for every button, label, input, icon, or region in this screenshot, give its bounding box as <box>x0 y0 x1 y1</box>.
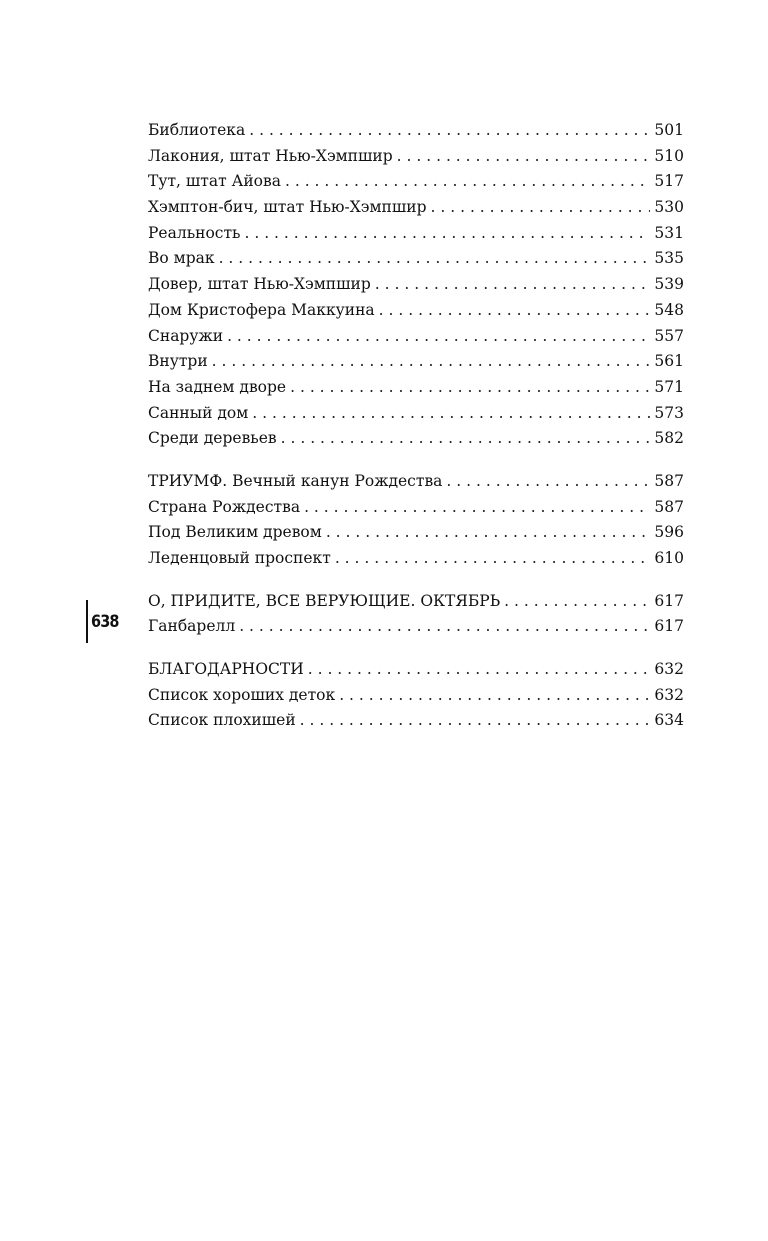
toc-entry-page-number: 571 <box>654 377 684 396</box>
dot-leader <box>239 614 650 640</box>
dot-leader <box>227 324 650 350</box>
toc-entry[interactable] <box>148 324 684 350</box>
dot-leader <box>308 657 651 683</box>
dot-leader <box>339 683 650 709</box>
dot-leader <box>446 469 650 495</box>
toc-entry[interactable] <box>148 683 684 709</box>
toc-entry-title: БЛАГОДАРНОСТИ <box>148 660 304 679</box>
dot-leader <box>379 298 651 324</box>
toc-entry[interactable] <box>148 520 684 546</box>
toc-entry[interactable] <box>148 375 684 401</box>
toc-entry[interactable] <box>148 169 684 195</box>
table-of-contents <box>148 118 684 734</box>
toc-section <box>148 589 684 640</box>
toc-entry[interactable] <box>148 246 684 272</box>
toc-entry-page-number: 561 <box>654 352 684 371</box>
toc-entry-title: Леденцовый проспект <box>148 549 331 567</box>
toc-entry-page-number: 557 <box>654 326 684 345</box>
toc-entry-title: Санный дом <box>148 403 249 422</box>
toc-entry-title: Список плохишей <box>148 711 296 730</box>
dot-leader <box>431 195 651 221</box>
dot-leader <box>290 375 650 401</box>
toc-entry-title: Внутри <box>148 352 208 371</box>
toc-entry[interactable] <box>148 589 684 615</box>
dot-leader <box>219 246 651 272</box>
toc-entry-title: Библиотека <box>148 121 246 139</box>
toc-entry-page-number: 632 <box>654 685 684 704</box>
toc-entry-page-number: 501 <box>654 121 684 139</box>
toc-entry-title: Во мрак <box>148 249 215 268</box>
toc-entry-page-number: 535 <box>654 249 684 268</box>
toc-entry-title: Среди деревьев <box>148 429 277 448</box>
toc-entry-title: Довер, штат Нью-Хэмпшир <box>148 275 371 294</box>
toc-entry-title: Под Великим древом <box>148 523 322 542</box>
dot-leader <box>300 708 651 734</box>
toc-entry-page-number: 587 <box>654 497 684 516</box>
dot-leader <box>252 401 650 427</box>
dot-leader <box>375 272 651 298</box>
toc-entry-page-number: 510 <box>654 146 684 165</box>
toc-entry-page-number: 531 <box>654 223 684 242</box>
toc-entry[interactable] <box>148 272 684 298</box>
toc-entry-title: Ганбарелл <box>148 617 236 636</box>
dot-leader <box>335 546 651 572</box>
dot-leader <box>249 118 650 144</box>
toc-entry-title: Дом Кристофера Маккуина <box>148 300 375 319</box>
toc-entry[interactable] <box>148 546 684 572</box>
toc-entry[interactable] <box>148 118 684 144</box>
toc-entry[interactable] <box>148 349 684 375</box>
toc-entry-page-number: 610 <box>654 549 684 567</box>
toc-entry-title: Реальность <box>148 223 241 242</box>
toc-entry-title: ТРИУМФ. Вечный канун Рождества <box>148 471 443 490</box>
dot-leader <box>397 144 651 170</box>
dot-leader <box>281 426 651 452</box>
toc-entry-page-number: 539 <box>654 275 684 294</box>
toc-entry-title: О, ПРИДИТЕ, ВСЕ ВЕРУЮЩИЕ. ОКТЯБРЬ <box>148 591 501 610</box>
toc-entry[interactable] <box>148 221 684 247</box>
toc-entry[interactable] <box>148 195 684 221</box>
toc-entry-page-number: 617 <box>654 591 684 610</box>
toc-entry[interactable] <box>148 708 684 734</box>
toc-entry-title: Хэмптон-бич, штат Нью-Хэмпшир <box>148 198 427 217</box>
toc-entry-title: Снаружи <box>148 326 224 345</box>
page-number-marker <box>86 600 124 643</box>
toc-entry-title: Лакония, штат Нью-Хэмпшир <box>148 146 393 165</box>
toc-entry[interactable] <box>148 401 684 427</box>
toc-entry-title: Список хороших деток <box>148 685 336 704</box>
toc-entry[interactable] <box>148 426 684 452</box>
toc-section <box>148 118 684 452</box>
toc-entry-page-number: 573 <box>654 403 684 422</box>
toc-entry[interactable] <box>148 614 684 640</box>
toc-section <box>148 469 684 572</box>
toc-entry-page-number: 634 <box>654 711 684 730</box>
toc-entry-page-number: 632 <box>654 660 684 679</box>
toc-entry[interactable] <box>148 144 684 170</box>
page-number: 638 <box>91 611 119 632</box>
dot-leader <box>212 349 651 375</box>
toc-section <box>148 657 684 734</box>
dot-leader <box>504 589 650 615</box>
toc-entry-page-number: 617 <box>654 617 684 636</box>
toc-entry-page-number: 596 <box>654 523 684 542</box>
dot-leader <box>326 520 651 546</box>
toc-entry-page-number: 582 <box>654 429 684 448</box>
toc-entry-title: Страна Рождества <box>148 497 301 516</box>
dot-leader <box>304 495 650 521</box>
dot-leader <box>245 221 651 247</box>
toc-entry[interactable] <box>148 495 684 521</box>
toc-entry-page-number: 517 <box>654 172 684 191</box>
toc-entry-page-number: 548 <box>654 300 684 319</box>
toc-entry-page-number: 587 <box>654 471 684 490</box>
toc-entry[interactable] <box>148 469 684 495</box>
toc-entry-title: Тут, штат Айова <box>148 172 281 191</box>
toc-entry-title: На заднем дворе <box>148 377 287 396</box>
toc-entry[interactable] <box>148 298 684 324</box>
dot-leader <box>285 169 650 195</box>
toc-entry[interactable] <box>148 657 684 683</box>
toc-entry-page-number: 530 <box>654 198 684 217</box>
